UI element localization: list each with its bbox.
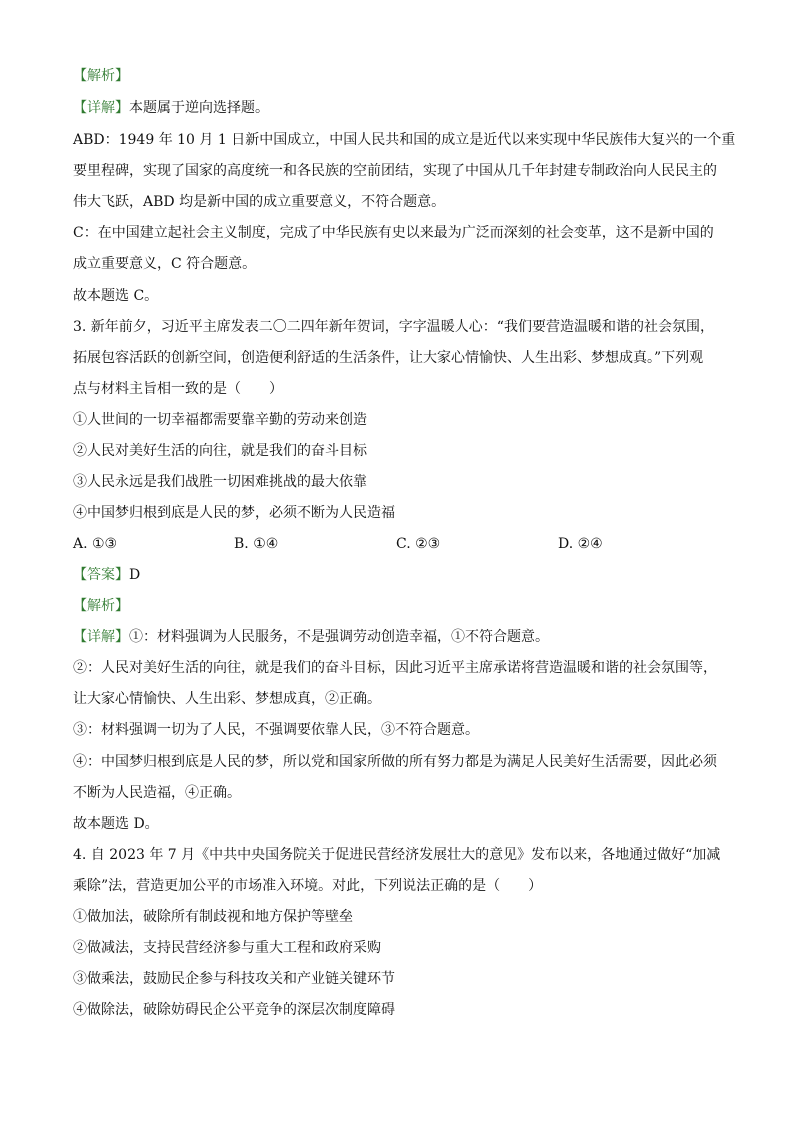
explanation-line: ②：人民对美好生活的向往，就是我们的奋斗目标，因此习近平主席承诺将营造温暖和谐的社会氛围等，: [73, 660, 717, 676]
answer-value: D: [129, 567, 141, 583]
question-stem: 点与材料主旨相一致的是（ ）: [73, 381, 283, 397]
explanation-line: 成立重要意义，C 符合题意。: [73, 256, 257, 272]
explanation-line: ABD：1949 年 10 月 1 日新中国成立，中国人民共和国的成立是近代以来实现中华民族伟大复兴的一个重: [73, 132, 736, 148]
statement-item: ③做乘法，鼓励民企参与科技攻关和产业链关键环节: [73, 971, 395, 987]
explanation-line: ③：材料强调一切为了人民，不强调要依靠人民，③不符合题意。: [73, 722, 479, 738]
statement-item: ②做减法，支持民营经济参与重大工程和政府采购: [73, 940, 381, 956]
question-stem: 拓展包容活跃的创新空间，创造便利舒适的生活条件，让大家心情愉快、人生出彩、梦想成真。”下列观: [73, 350, 704, 366]
explanation-line: 伟大飞跃，ABD 均是新中国的成立重要意义，不符合题意。: [73, 194, 446, 210]
detail-line: [73, 98, 733, 118]
explanation-line: 要里程碑，实现了国家的高度统一和各民族的空前团结，实现了中国从几千年封建专制政治向人民民主的: [73, 163, 717, 179]
question-stem: 4. 自 2023 年 7 月《中共中央国务院关于促进民营经济发展壮大的意见》发布以来，各地通过做好“加减: [73, 847, 721, 863]
detail-tag: 【详解】: [73, 629, 129, 645]
explanation-text: ①：材料强调为人民服务，不是强调劳动创造幸福，①不符合题意。: [129, 629, 549, 645]
conclusion-line: 故本题选 D。: [73, 816, 159, 832]
statement-item: ④做除法，破除妨碍民企公平竞争的深层次制度障碍: [73, 1002, 395, 1018]
option-c: C. ②③: [396, 536, 441, 552]
option-d: D. ②④: [558, 536, 603, 552]
statement-item: ④中国梦归根到底是人民的梦，必须不断为人民造福: [73, 505, 395, 521]
explanation-line: C：在中国建立起社会主义制度，完成了中华民族有史以来最为广泛而深刻的社会变革，这不是新中国的: [73, 225, 714, 241]
answer-tag: 【答案】: [73, 567, 129, 583]
statement-item: ①人世间的一切幸福都需要靠辛勤的劳动来创造: [73, 412, 367, 428]
question-stem: 乘除”法，营造更加公平的市场准入环境。对此，下列说法正确的是（ ）: [73, 878, 543, 894]
explanation-line: 不断为人民造福，④正确。: [73, 785, 241, 801]
answer-line: [73, 565, 733, 585]
analysis-tag: 【解析】: [73, 598, 129, 614]
statement-item: ②人民对美好生活的向往，就是我们的奋斗目标: [73, 443, 367, 459]
statement-item: ③人民永远是我们战胜一切困难挑战的最大依靠: [73, 474, 367, 490]
statement-item: ①做加法，破除所有制歧视和地方保护等壁垒: [73, 909, 353, 925]
analysis-tag: 【解析】: [73, 68, 129, 84]
explanation-line: 让大家心情愉快、人生出彩、梦想成真，②正确。: [73, 691, 381, 707]
explanation-line: ④：中国梦归根到底是人民的梦，所以党和国家所做的所有努力都是为满足人民美好生活需要，因此必须: [73, 754, 717, 770]
conclusion-line: 故本题选 C。: [73, 288, 159, 304]
detail-line: [73, 627, 733, 647]
option-b: B. ①④: [234, 536, 279, 552]
option-a: A. ①③: [73, 536, 118, 552]
detail-tag: 【详解】: [73, 100, 129, 116]
question-stem: 3. 新年前夕，习近平主席发表二〇二四年新年贺词，字字温暖人心：“我们要营造温暖和谐的社会氛围，: [73, 319, 714, 335]
detail-text: 本题属于逆向选择题。: [129, 100, 269, 116]
